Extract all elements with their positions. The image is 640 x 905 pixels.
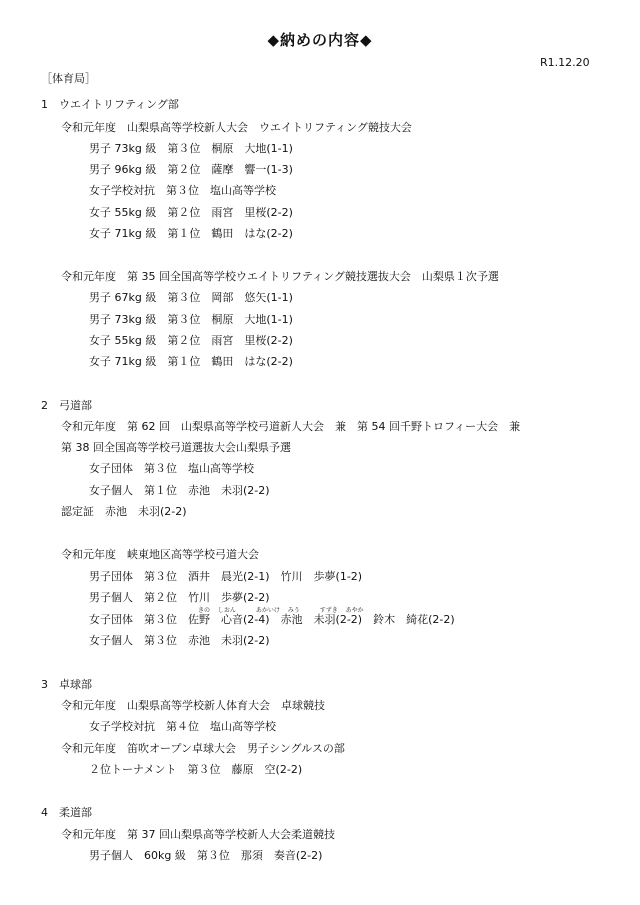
result-line: 女子 71kg 級 第１位 鶴田 はな(2-2) — [89, 227, 293, 240]
result-line: 男子個人 第２位 竹川 歩夢(2-2) — [89, 591, 270, 604]
page-title: ◆納めの内容◆ — [267, 31, 373, 49]
result-line: 女子団体 第３位 塩山高等学校 — [89, 462, 254, 475]
section-heading-kyudo: 2 弓道部 — [41, 399, 92, 412]
tournament-title: 令和元年度 山梨県高等学校新人大会 ウエイトリフティング競技大会 — [61, 121, 412, 134]
result-line: 男子 67kg 級 第３位 岡部 悠矢(1-1) — [89, 291, 293, 304]
result-line: 男子個人 60kg 級 第３位 那須 奏音(2-2) — [89, 849, 323, 862]
result-line: 女子 55kg 級 第２位 雨宮 里桜(2-2) — [89, 334, 293, 347]
tournament-title-continued: 第 38 回全国高等学校弓道選抜大会山梨県予選 — [61, 441, 291, 454]
result-line: 男子 73kg 級 第３位 桐原 大地(1-1) — [89, 142, 293, 155]
document-date: R1.12.20 — [540, 56, 590, 69]
result-line: 女子団体 第３位 佐野 心音(2-4) 赤池 未羽(2-2) 鈴木 綺花(2-2) — [89, 613, 455, 626]
result-line: 女子個人 第３位 赤池 未羽(2-2) — [89, 634, 270, 647]
result-line: 女子 55kg 級 第２位 雨宮 里桜(2-2) — [89, 206, 293, 219]
result-line: 女子個人 第１位 赤池 未羽(2-2) — [89, 484, 270, 497]
result-line: 男子団体 第３位 酒井 晨光(2-1) 竹川 歩夢(1-2) — [89, 570, 363, 583]
result-line: 男子 73kg 級 第３位 桐原 大地(1-1) — [89, 313, 293, 326]
result-line: 女子学校対抗 第３位 塩山高等学校 — [89, 184, 276, 197]
result-line: 男子 96kg 級 第２位 薩摩 響一(1-3) — [89, 163, 293, 176]
certificate-line: 認定証 赤池 未羽(2-2) — [61, 505, 187, 518]
section-heading-tabletennis: 3 卓球部 — [41, 678, 92, 691]
section-heading-weightlifting: 1 ウエイトリフティング部 — [41, 98, 179, 111]
department-label: ［体育局］ — [41, 72, 96, 85]
tournament-title: 令和元年度 第 37 回山梨県高等学校新人大会柔道競技 — [61, 828, 335, 841]
result-line: 女子 71kg 級 第１位 鶴田 はな(2-2) — [89, 355, 293, 368]
tournament-title: 令和元年度 峡東地区高等学校弓道大会 — [61, 548, 259, 561]
tournament-title: 令和元年度 笛吹オープン卓球大会 男子シングルスの部 — [61, 742, 345, 755]
tournament-title: 令和元年度 第 35 回全国高等学校ウエイトリフティング競技選抜大会 山梨県１次予選 — [61, 270, 499, 283]
tournament-title: 令和元年度 第 62 回 山梨県高等学校弓道新人大会 兼 第 54 回千野トロフィー大会 兼 — [61, 420, 521, 433]
result-line: 女子学校対抗 第４位 塩山高等学校 — [89, 720, 276, 733]
name-reading-ruby: きの しおん あかいけ みう すずき あやか — [198, 607, 364, 614]
result-line: ２位トーナメント 第３位 藤原 空(2-2) — [89, 763, 303, 776]
section-heading-judo: 4 柔道部 — [41, 806, 92, 819]
tournament-title: 令和元年度 山梨県高等学校新人体育大会 卓球競技 — [61, 699, 325, 712]
